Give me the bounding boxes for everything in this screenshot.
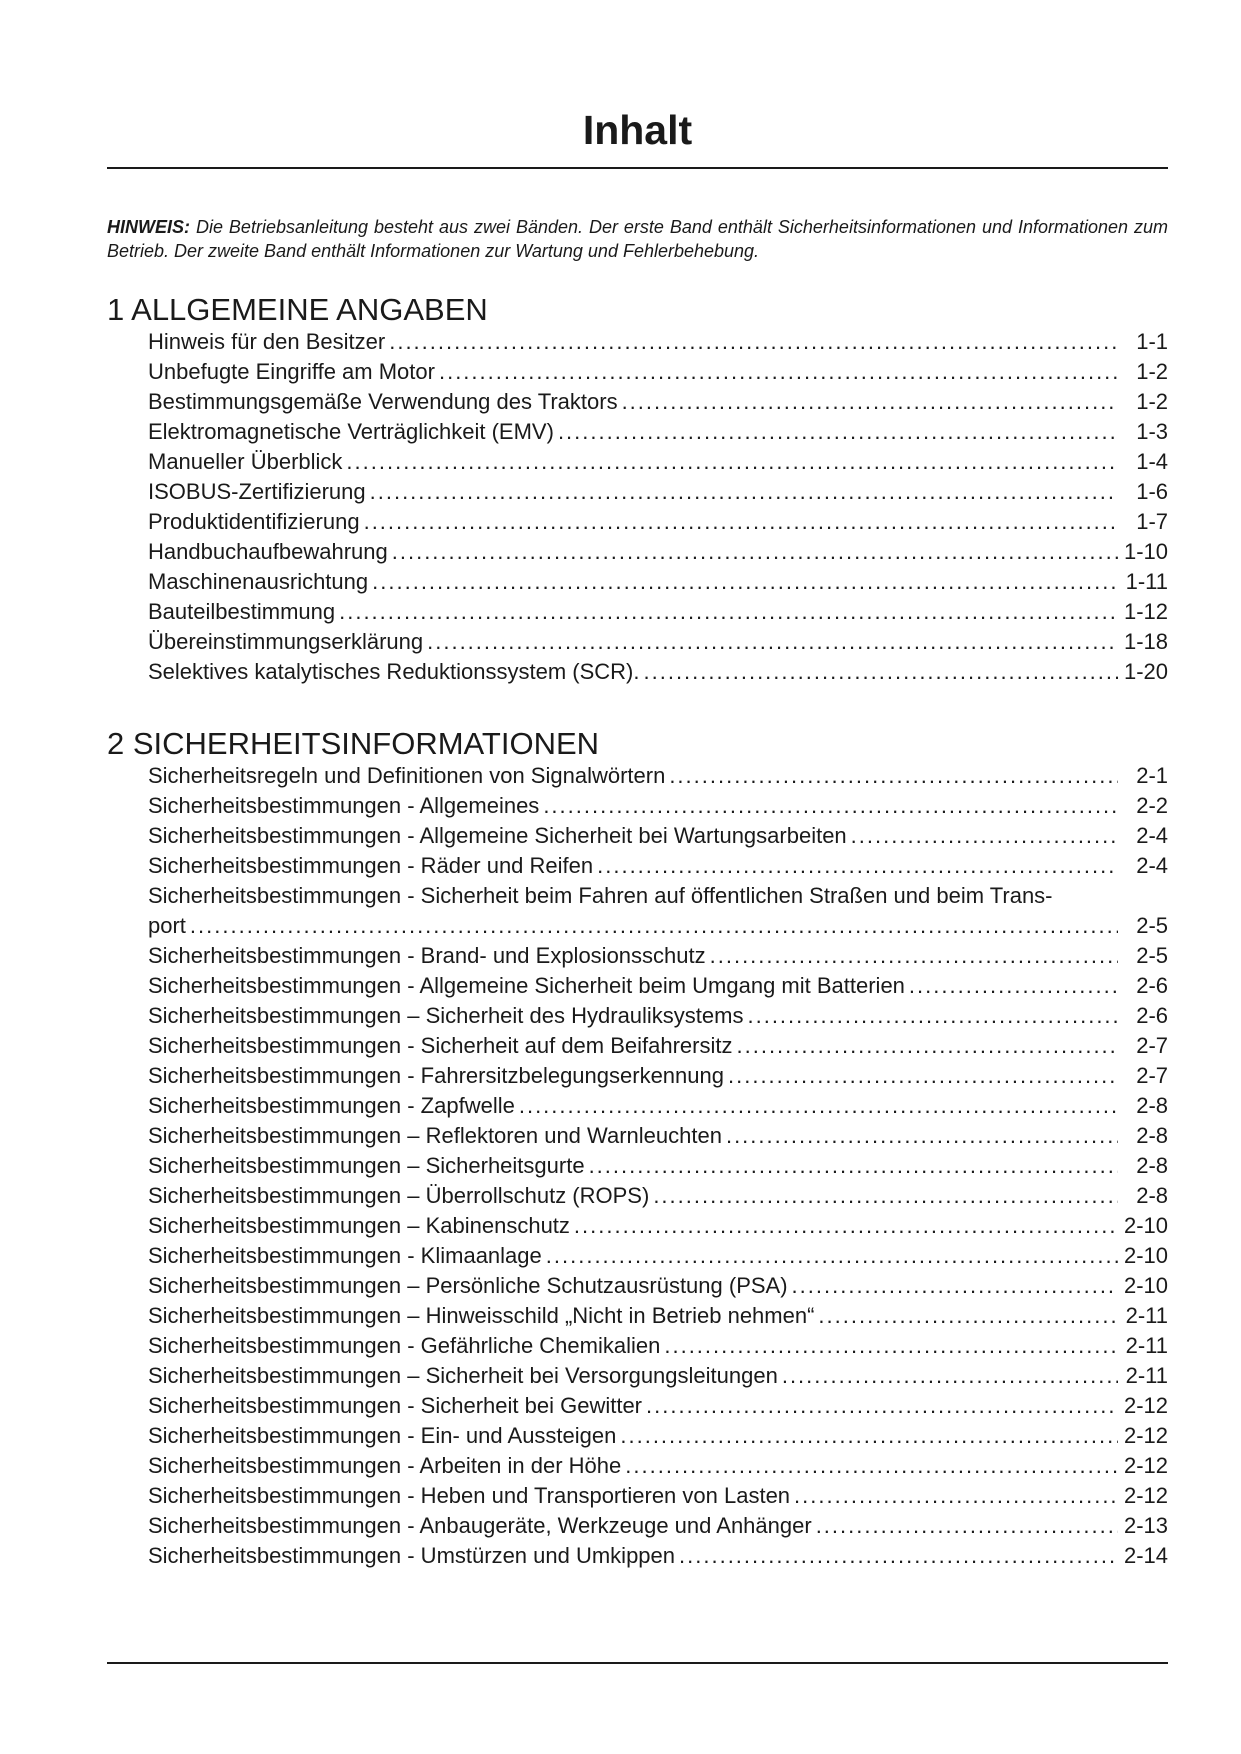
toc-entry[interactable]	[148, 881, 1168, 941]
dot-leader	[644, 657, 1118, 687]
dot-leader	[346, 447, 1118, 477]
toc-entry-label: Sicherheitsregeln und Definitionen von Signalwörtern	[148, 763, 666, 788]
toc-entry-text	[148, 1241, 1118, 1271]
note-text: Die Betriebsanleitung besteht aus zwei Bänden. Der erste Band enthält Sicherheitsinformationen und Informationen zum Betrieb. Der zweite Band enthält Informationen zur Wartung und Fehlerbehebung.	[107, 217, 1168, 261]
toc-page-number: 2-6	[1136, 973, 1168, 998]
toc-entry-text	[148, 357, 1118, 387]
toc-entry-text	[148, 971, 1118, 1001]
toc-entry[interactable]	[148, 627, 1168, 657]
toc-entry-label: Sicherheitsbestimmungen - Sicherheit bei Gewitter	[148, 1393, 643, 1418]
toc-entry[interactable]	[148, 1481, 1168, 1511]
toc-entry-text	[148, 851, 1118, 881]
toc-entry[interactable]	[148, 1001, 1168, 1031]
toc-entry[interactable]	[148, 657, 1168, 687]
toc-entry-label: Sicherheitsbestimmungen - Räder und Reifen	[148, 853, 594, 878]
dot-leader	[427, 627, 1118, 657]
note-label: HINWEIS:	[107, 217, 190, 237]
page-title: Inhalt	[582, 107, 693, 153]
toc-page-number: 1-3	[1136, 419, 1168, 444]
toc-entry-label: Übereinstimmungserklärung	[148, 629, 424, 654]
toc-entry-text	[148, 477, 1118, 507]
toc-entry-label: Bauteilbestimmung	[148, 599, 336, 624]
toc-entry-text	[148, 417, 1118, 447]
dot-leader	[597, 851, 1118, 881]
toc-entry[interactable]	[148, 537, 1168, 567]
toc-entry[interactable]	[148, 507, 1168, 537]
toc-entry-text	[148, 1511, 1118, 1541]
dot-leader	[389, 327, 1118, 357]
toc-entry-label: Unbefugte Eingriffe am Motor	[148, 359, 435, 384]
toc-entry-label: Sicherheitsbestimmungen - Fahrersitzbelegungserkennung	[148, 1063, 724, 1088]
toc-entry-label: Sicherheitsbestimmungen - Ein- und Aussteigen	[148, 1423, 617, 1448]
toc-page-number: 2-10	[1123, 1213, 1168, 1238]
dot-leader	[364, 507, 1118, 537]
toc-page-number: 2-11	[1125, 1303, 1168, 1328]
toc-entry-text	[148, 1121, 1118, 1151]
toc-entry-text	[148, 657, 1118, 687]
toc-entry[interactable]	[148, 791, 1168, 821]
dot-leader	[669, 761, 1118, 791]
toc-entry-label: Sicherheitsbestimmungen – Sicherheit des Hydrauliksystems	[148, 1003, 744, 1028]
toc-section	[107, 727, 1168, 1571]
dot-leader	[646, 1391, 1118, 1421]
dot-leader	[792, 1271, 1118, 1301]
toc-page-number: 2-10	[1123, 1273, 1168, 1298]
dot-leader	[370, 477, 1118, 507]
dot-leader	[190, 911, 1118, 941]
toc-page-number: 1-2	[1136, 359, 1168, 384]
toc-entry-label: Sicherheitsbestimmungen - Umstürzen und Umkippen	[148, 1543, 676, 1568]
toc-page-number: 1-7	[1136, 509, 1168, 534]
toc-entry[interactable]	[148, 1361, 1168, 1391]
toc-entry-text	[148, 1301, 1118, 1331]
section-title: 2 SICHERHEITSINFORMATIONEN	[107, 726, 600, 761]
dot-leader	[726, 1121, 1118, 1151]
toc-entry-label: Sicherheitsbestimmungen - Brand- und Explosionsschutz	[148, 943, 706, 968]
toc-page-number: 2-14	[1123, 1543, 1168, 1568]
toc-entry[interactable]	[148, 1181, 1168, 1211]
toc-entry[interactable]	[148, 1511, 1168, 1541]
toc-entry-label: Selektives katalytisches Reduktionssystem (SCR).	[148, 659, 640, 684]
toc-page-number: 2-12	[1123, 1393, 1168, 1418]
toc-entry-label: Sicherheitsbestimmungen – Persönliche Schutzausrüstung (PSA)	[148, 1273, 788, 1298]
toc-page-number: 1-6	[1136, 479, 1168, 504]
toc-entry-label: Sicherheitsbestimmungen - Sicherheit auf dem Beifahrersitz	[148, 1033, 733, 1058]
toc-entry[interactable]	[148, 761, 1168, 791]
toc-entry[interactable]	[148, 357, 1168, 387]
toc-page-number: 2-8	[1136, 1183, 1168, 1208]
toc-entry-text	[148, 1091, 1118, 1121]
dot-leader	[543, 791, 1118, 821]
dot-leader	[747, 1001, 1118, 1031]
toc-sections	[107, 293, 1168, 1571]
toc-entry-label: Sicherheitsbestimmungen – Überrollschutz (ROPS)	[148, 1183, 650, 1208]
toc-entry-text	[148, 1361, 1118, 1391]
toc-entry[interactable]	[148, 417, 1168, 447]
toc-entry-text	[148, 791, 1118, 821]
dot-leader	[546, 1241, 1118, 1271]
toc-entry-label: Sicherheitsbestimmungen – Sicherheitsgurte	[148, 1153, 585, 1178]
toc-entry-text	[148, 821, 1118, 851]
toc-entry[interactable]	[148, 851, 1168, 881]
toc-entry-label: Sicherheitsbestimmungen - Klimaanlage	[148, 1243, 542, 1268]
toc-page-number: 1-1	[1136, 329, 1168, 354]
toc-entry-text	[148, 761, 1118, 791]
toc-entry[interactable]	[148, 477, 1168, 507]
toc-page-number: 2-12	[1123, 1483, 1168, 1508]
toc-page-number: 2-12	[1123, 1453, 1168, 1478]
toc-page-number: 1-18	[1123, 629, 1168, 654]
toc-entry-text	[148, 597, 1118, 627]
toc-entry-text	[148, 627, 1118, 657]
dot-leader	[818, 1301, 1118, 1331]
toc-entry-label: Sicherheitsbestimmungen - Allgemeine Sicherheit beim Umgang mit Batterien	[148, 973, 905, 998]
toc-page-number: 2-7	[1136, 1063, 1168, 1088]
toc-page	[107, 0, 1168, 1571]
toc-page-number: 2-8	[1136, 1123, 1168, 1148]
toc-entry-text	[148, 1151, 1118, 1181]
toc-entry-text	[148, 447, 1118, 477]
note-paragraph	[107, 215, 1168, 263]
footer-divider	[107, 1662, 1168, 1664]
toc-page-number: 1-10	[1123, 539, 1168, 564]
toc-entry-text	[148, 387, 1118, 417]
toc-entry[interactable]	[148, 1421, 1168, 1451]
toc-page-number: 2-4	[1136, 853, 1168, 878]
toc-entry-label: Sicherheitsbestimmungen - Allgemeines	[148, 793, 540, 818]
dot-leader	[625, 1451, 1118, 1481]
dot-leader	[653, 1181, 1118, 1211]
toc-entry-text	[148, 1181, 1118, 1211]
toc-entry-text	[148, 1481, 1118, 1511]
toc-entry-label: Hinweis für den Besitzer	[148, 329, 386, 354]
toc-page-number: 2-1	[1136, 763, 1168, 788]
dot-leader	[392, 537, 1118, 567]
dot-leader	[622, 387, 1118, 417]
toc-entry-label: Sicherheitsbestimmungen - Sicherheit beim Fahren auf öffentlichen Straßen und beim Trans-	[148, 883, 1053, 908]
dot-leader	[620, 1421, 1118, 1451]
toc-entry[interactable]	[148, 1031, 1168, 1061]
toc-entry[interactable]	[148, 387, 1168, 417]
dot-leader	[439, 357, 1118, 387]
toc-entry[interactable]	[148, 447, 1168, 477]
toc-entry-text	[148, 1211, 1118, 1241]
toc-entry[interactable]	[148, 1451, 1168, 1481]
toc-entry-label: Sicherheitsbestimmungen - Anbaugeräte, Werkzeuge und Anhänger	[148, 1513, 812, 1538]
toc-entry[interactable]	[148, 1541, 1168, 1571]
toc-entry[interactable]	[148, 567, 1168, 597]
toc-entry[interactable]	[148, 971, 1168, 1001]
dot-leader	[909, 971, 1118, 1001]
toc-entry[interactable]	[148, 1061, 1168, 1091]
dot-leader	[679, 1541, 1118, 1571]
toc-page-number: 2-8	[1136, 1153, 1168, 1178]
toc-entry-text	[148, 1421, 1118, 1451]
toc-page-number: 2-2	[1136, 793, 1168, 818]
toc-page-number: 1-2	[1136, 389, 1168, 414]
toc-entry-text	[148, 1541, 1118, 1571]
dot-leader	[558, 417, 1118, 447]
toc-page-number: 2-5	[1136, 943, 1168, 968]
toc-entry-label: Sicherheitsbestimmungen - Arbeiten in der Höhe	[148, 1453, 622, 1478]
toc-entry-label-continued: port	[148, 913, 186, 938]
toc-entry[interactable]	[148, 941, 1168, 971]
toc-entry-list	[107, 761, 1168, 1571]
toc-entry-label: Sicherheitsbestimmungen – Hinweisschild „Nicht in Betrieb nehmen“	[148, 1303, 815, 1328]
toc-entry-text	[148, 1271, 1118, 1301]
toc-entry-label: Sicherheitsbestimmungen - Zapfwelle	[148, 1093, 515, 1118]
dot-leader	[519, 1091, 1118, 1121]
toc-entry[interactable]	[148, 1391, 1168, 1421]
toc-entry[interactable]	[148, 1151, 1168, 1181]
toc-page-number: 2-8	[1136, 1093, 1168, 1118]
toc-entry-label: Sicherheitsbestimmungen – Kabinenschutz	[148, 1213, 570, 1238]
toc-section	[107, 293, 1168, 687]
toc-entry[interactable]	[148, 1271, 1168, 1301]
toc-entry[interactable]	[148, 1211, 1168, 1241]
toc-entry[interactable]	[148, 1301, 1168, 1331]
toc-entry-text	[148, 1451, 1118, 1481]
toc-page-number: 1-4	[1136, 449, 1168, 474]
toc-page-number: 2-4	[1136, 823, 1168, 848]
toc-entry-text	[148, 1031, 1118, 1061]
toc-entry[interactable]	[148, 1121, 1168, 1151]
toc-entry-text	[148, 507, 1118, 537]
toc-entry-label: Sicherheitsbestimmungen - Gefährliche Chemikalien	[148, 1333, 661, 1358]
toc-entry-label: Sicherheitsbestimmungen – Reflektoren und Warnleuchten	[148, 1123, 722, 1148]
dot-leader	[372, 567, 1118, 597]
toc-entry[interactable]	[148, 1241, 1168, 1271]
toc-entry[interactable]	[148, 597, 1168, 627]
toc-entry-text	[148, 1331, 1118, 1361]
dot-leader	[816, 1511, 1118, 1541]
toc-page-number: 1-20	[1123, 659, 1168, 684]
dot-leader	[574, 1211, 1118, 1241]
dot-leader	[664, 1331, 1118, 1361]
dot-leader	[737, 1031, 1119, 1061]
toc-entry-label: Handbuchaufbewahrung	[148, 539, 388, 564]
toc-entry-text	[148, 1061, 1118, 1091]
toc-page-number: 2-5	[1136, 913, 1168, 938]
toc-page-number: 2-10	[1123, 1243, 1168, 1268]
toc-page-number: 2-6	[1136, 1003, 1168, 1028]
section-title: 1 ALLGEMEINE ANGABEN	[107, 292, 488, 327]
toc-entry-label: Produktidentifizierung	[148, 509, 360, 534]
toc-entry-list	[107, 327, 1168, 687]
toc-entry-label: Elektromagnetische Verträglichkeit (EMV)	[148, 419, 554, 444]
toc-entry-text	[148, 1391, 1118, 1421]
toc-entry-label: Sicherheitsbestimmungen - Heben und Transportieren von Lasten	[148, 1483, 791, 1508]
toc-entry-label: Sicherheitsbestimmungen - Allgemeine Sicherheit bei Wartungsarbeiten	[148, 823, 847, 848]
toc-entry-label: Sicherheitsbestimmungen – Sicherheit bei Versorgungsleitungen	[148, 1363, 778, 1388]
toc-entry-label: Bestimmungsgemäße Verwendung des Traktors	[148, 389, 618, 414]
toc-entry-text	[148, 1001, 1118, 1031]
toc-page-number: 2-11	[1125, 1333, 1168, 1358]
toc-entry[interactable]	[148, 1091, 1168, 1121]
toc-page-number: 2-12	[1123, 1423, 1168, 1448]
dot-leader	[339, 597, 1118, 627]
toc-entry-label-line2	[148, 911, 1118, 941]
toc-entry[interactable]	[148, 821, 1168, 851]
toc-page-number: 2-13	[1123, 1513, 1168, 1538]
dot-leader	[782, 1361, 1118, 1391]
dot-leader	[794, 1481, 1118, 1511]
toc-entry[interactable]	[148, 327, 1168, 357]
toc-entry-label: Manueller Überblick	[148, 449, 343, 474]
dot-leader	[589, 1151, 1118, 1181]
dot-leader	[710, 941, 1118, 971]
toc-page-number: 1-12	[1123, 599, 1168, 624]
toc-entry-label: ISOBUS-Zertifizierung	[148, 479, 366, 504]
toc-entry-text	[148, 537, 1118, 567]
toc-entry-text	[148, 567, 1118, 597]
toc-page-number: 2-11	[1125, 1363, 1168, 1388]
toc-page-number: 2-7	[1136, 1033, 1168, 1058]
toc-entry[interactable]	[148, 1331, 1168, 1361]
toc-entry-label: Maschinenausrichtung	[148, 569, 369, 594]
toc-page-number: 1-11	[1125, 569, 1168, 594]
title-divider	[107, 167, 1168, 169]
dot-leader	[728, 1061, 1118, 1091]
dot-leader	[851, 821, 1118, 851]
toc-entry-text	[148, 881, 1118, 941]
toc-entry-text	[148, 327, 1118, 357]
toc-entry-text	[148, 941, 1118, 971]
